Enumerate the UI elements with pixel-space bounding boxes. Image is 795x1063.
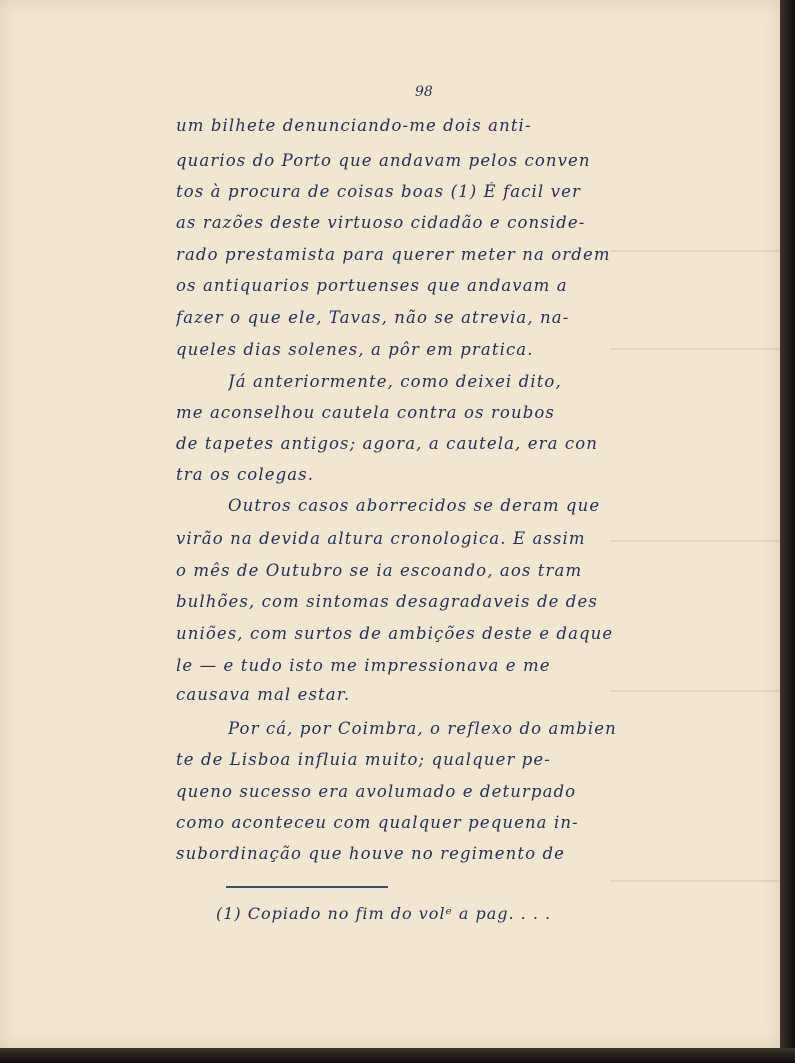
text-line: te de Lisboa influia muito; qualquer pe- bbox=[176, 750, 551, 769]
text-line: Por cá, por Coimbra, o reflexo do ambien bbox=[228, 719, 617, 738]
text-line: uniões, com surtos de ambições deste e daque bbox=[176, 624, 614, 643]
bleed-through-mark bbox=[610, 880, 780, 882]
text-line: causava mal estar. bbox=[176, 685, 351, 704]
text-line: Já anteriormente, como deixei dito, bbox=[228, 372, 562, 391]
page-edge-right bbox=[780, 0, 795, 1063]
text-line: fazer o que ele, Tavas, não se atrevia, na- bbox=[176, 308, 570, 327]
text-line: subordinação que houve no regimento de bbox=[176, 844, 566, 863]
footnote-rule bbox=[226, 886, 388, 888]
page-edge-bottom bbox=[0, 1048, 795, 1063]
text-line: rado prestamista para querer meter na ordem bbox=[176, 245, 611, 264]
text-line: o mês de Outubro se ia escoando, aos tram bbox=[176, 561, 583, 580]
text-line: tos à procura de coisas boas (1) É facil ver bbox=[176, 182, 581, 201]
text-line: virão na devida altura cronologica. E assim bbox=[176, 529, 586, 548]
text-line: Outros casos aborrecidos se deram que bbox=[228, 496, 601, 515]
text-line: queles dias solenes, a pôr em pratica. bbox=[176, 340, 534, 359]
text-line: bulhões, com sintomas desagradaveis de des bbox=[176, 592, 598, 611]
text-line: como aconteceu com qualquer pequena in- bbox=[176, 813, 579, 832]
text-line: as razões deste virtuoso cidadão e conside- bbox=[176, 213, 586, 232]
text-line: de tapetes antigos; agora, a cautela, era con bbox=[176, 434, 598, 453]
text-line: le — e tudo isto me impressionava e me bbox=[176, 656, 551, 675]
text-line: queno sucesso era avolumado e deturpado bbox=[176, 782, 577, 801]
text-line: um bilhete denunciando-me dois anti- bbox=[176, 116, 532, 135]
footnote: (1) Copiado no fim do volᵉ a pag. . . . bbox=[216, 904, 552, 923]
text-line: os antiquarios portuenses que andavam a bbox=[176, 276, 568, 295]
text-line: me aconselhou cautela contra os roubos bbox=[176, 403, 555, 422]
text-line: tra os colegas. bbox=[176, 465, 315, 484]
text-line: quarios do Porto que andavam pelos conven bbox=[176, 151, 591, 170]
page-number: 98 bbox=[415, 84, 433, 100]
